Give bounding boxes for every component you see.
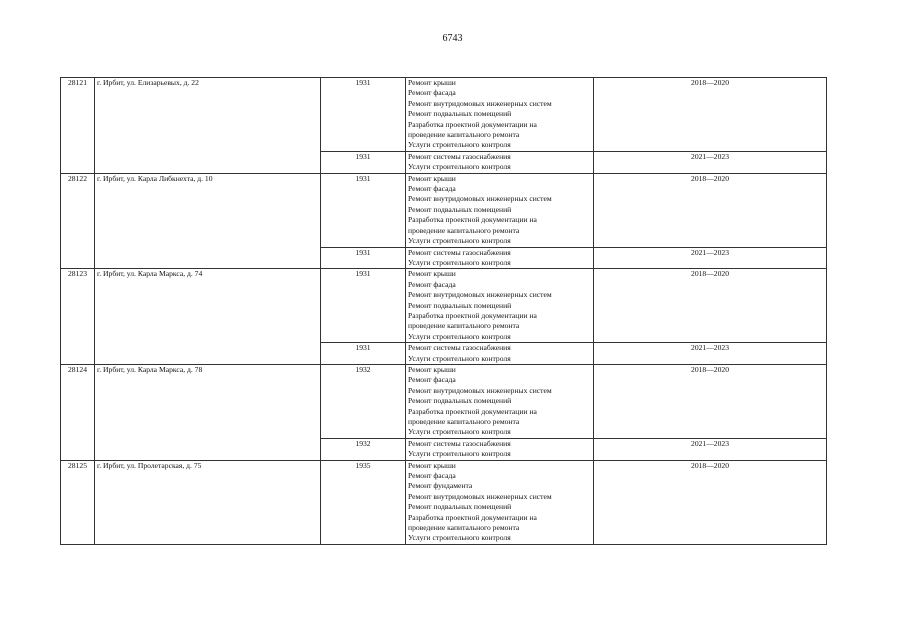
capital-repair-table [60,77,827,545]
address-cell: г. Ирбит, ул. Карла Либкнехта, д. 10 [95,173,321,269]
year-cell: 1931 [321,269,406,343]
work-item: Ремонт внутридомовых инженерных систем [408,385,552,395]
work-item: Ремонт крыши [408,269,456,279]
row-number: 28121 [61,78,95,174]
period-cell: 2021—2023 [594,151,827,173]
work-item: Ремонт системы газоснабжения [408,151,511,161]
work-item: Ремонт системы газоснабжения [408,343,511,353]
work-item: Ремонт крыши [408,78,456,87]
work-item: Ремонт системы газоснабжения [408,247,511,257]
work-item: Ремонт внутридомовых инженерных систем [408,98,552,108]
works-cell [406,78,594,152]
year-cell: 1932 [321,364,406,438]
period-cell: 2018—2020 [594,364,827,438]
row-number: 28124 [61,364,95,460]
work-item: Ремонт внутридомовых инженерных систем [408,491,552,501]
works-cell [406,364,594,438]
period-cell: 2018—2020 [594,460,827,544]
work-item: Разработка проектной документации на [408,406,537,416]
works-cell [406,438,594,460]
year-cell: 1931 [321,173,406,247]
table-row [61,78,827,152]
table-row [61,269,827,343]
address-cell: г. Ирбит, ул. Карла Маркса, д. 74 [95,269,321,365]
work-item: Ремонт фасада [408,279,456,289]
work-item: Услуги строительного контроля [408,427,511,437]
address-cell: г. Ирбит, ул. Пролетарская, д. 75 [95,460,321,544]
work-item: Ремонт крыши [408,460,456,470]
work-item: Разработка проектной документации на [408,310,537,320]
page-number: 6743 [442,33,463,44]
work-item: Услуги строительного контроля [408,257,511,267]
work-item: Ремонт системы газоснабжения [408,438,511,448]
table-row [61,173,827,247]
year-cell: 1935 [321,460,406,544]
work-item: Услуги строительного контроля [408,162,511,172]
works-cell [406,343,594,365]
work-item: Разработка проектной документации на [408,215,537,225]
work-item: Услуги строительного контроля [408,449,511,459]
work-item: проведение капитального ремонта [408,523,520,533]
work-item: Ремонт подвальных помещений [408,396,512,406]
table-body [61,78,827,545]
work-item: Ремонт фасада [408,88,456,98]
work-item: проведение капитального ремонта [408,321,520,331]
table-row [61,460,827,544]
work-item: Ремонт внутридомовых инженерных систем [408,290,552,300]
work-item: Ремонт крыши [408,173,456,183]
work-item: Разработка проектной документации на [408,512,537,522]
work-item: Услуги строительного контроля [408,353,511,363]
work-item: Ремонт подвальных помещений [408,502,512,512]
period-cell: 2021—2023 [594,343,827,365]
year-cell: 1931 [321,247,406,269]
work-item: Ремонт фундамента [408,481,473,491]
row-number: 28122 [61,173,95,269]
works-cell [406,269,594,343]
work-item: Услуги строительного контроля [408,331,511,341]
work-item: Ремонт крыши [408,364,456,374]
works-cell [406,247,594,269]
period-cell: 2018—2020 [594,78,827,152]
work-item: Ремонт фасада [408,184,456,194]
row-number: 28125 [61,460,95,544]
work-item: проведение капитального ремонта [408,417,520,426]
works-cell [406,151,594,173]
work-item: Разработка проектной документации на [408,119,537,129]
work-item: Ремонт фасада [408,471,456,481]
address-cell: г. Ирбит, ул. Карла Маркса, д. 78 [95,364,321,460]
work-item: Услуги строительного контроля [408,533,511,543]
year-cell: 1931 [321,343,406,365]
works-cell [406,173,594,247]
year-cell: 1931 [321,151,406,173]
work-item: проведение капитального ремонта [408,225,520,235]
address-cell: г. Ирбит, ул. Елизарьевых, д. 22 [95,78,321,174]
period-cell: 2021—2023 [594,438,827,460]
work-item: Услуги строительного контроля [408,140,511,150]
period-cell: 2018—2020 [594,173,827,247]
table-row [61,364,827,438]
work-item: проведение капитального ремонта [408,130,520,140]
period-cell: 2018—2020 [594,269,827,343]
work-item: Ремонт подвальных помещений [408,109,512,119]
works-cell [406,460,594,544]
year-cell: 1932 [321,438,406,460]
work-item: Ремонт подвальных помещений [408,204,512,214]
row-number: 28123 [61,269,95,365]
period-cell: 2021—2023 [594,247,827,269]
work-item: Ремонт фасада [408,375,456,385]
work-item: Ремонт внутридомовых инженерных систем [408,194,552,204]
work-item: Ремонт подвальных помещений [408,300,512,310]
year-cell: 1931 [321,78,406,152]
work-item: Услуги строительного контроля [408,236,511,246]
